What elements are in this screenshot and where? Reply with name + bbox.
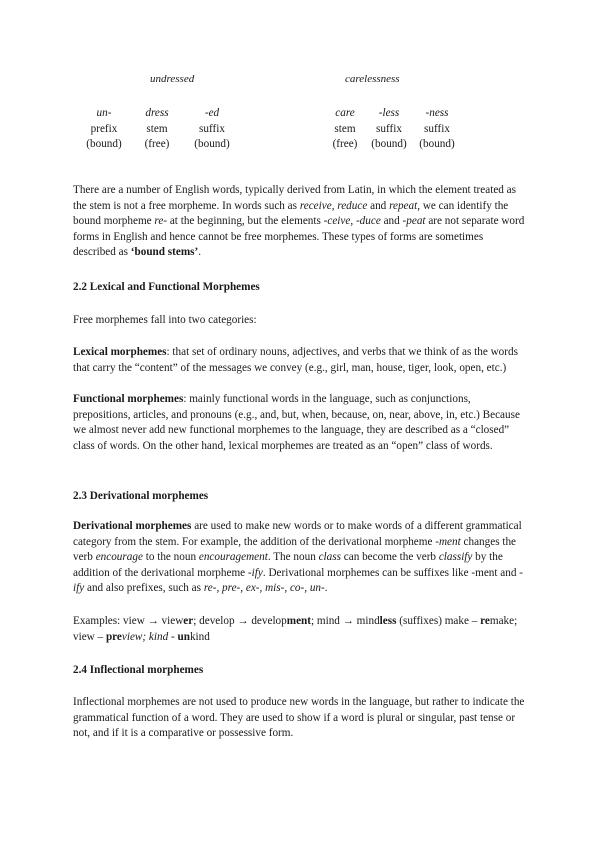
morpheme: un- [96,107,112,119]
derivational-examples: Examples: view → viewer; develop → development; mind → mindless (suffixes) make – remake; view – preview; kind - unkind [73,615,518,643]
morpheme: -ness [425,107,449,119]
morpheme: -ed [204,107,220,119]
morpheme-label: suffix [199,122,225,135]
derivational-morphemes-paragraph: Derivational morphemes are used to make new words or to make words of a different grammatical category from the stem. For example, the addition of the derivational morpheme -ment changes the verb encourage to the noun encouragement. The noun class can become the verb classify by the addition of the derivational morpheme -ify. Derivational morphemes can be suffixes like -ment and -ify and also prefixes, such as re-, pre-, ex-, mis-, co-, un-. [73,520,523,594]
section-heading-2-2: 2.2 Lexical and Functional Morphemes [73,281,260,293]
morpheme: care [335,107,355,119]
bound-stems-paragraph: There are a number of English words, typically derived from Latin, in which the element treated as the stem is not a free morpheme. In words such as receive, reduce and repeat, we can identify the bound morpheme re- at the beginning, but the elements -ceive, -duce and -peat are not separate word forms in English and hence cannot be free morphemes. These types of forms are sometimes described as ‘bound stems’. [73,184,525,258]
example-word-carelessness: carelessness [345,73,400,85]
morpheme: dress [145,107,169,119]
morpheme-label: suffix [376,122,402,135]
section-heading-2-4: 2.4 Inflectional morphemes [73,664,204,676]
inflectional-morphemes-paragraph: Inflectional morphemes are not used to produce new words in the language, but rather to indicate the grammatical function of a word. They are used to show if a word is plural or singular, past tense or not, and if it is a comparative or possessive form. [73,696,525,739]
morpheme-type: (free) [144,138,170,150]
free-morphemes-intro: Free morphemes fall into two categories: [73,314,257,326]
section-heading-2-3: 2.3 Derivational morphemes [73,490,209,502]
morpheme-type: (free) [332,138,358,150]
morpheme-type: (bound) [419,138,455,150]
morpheme-label: stem [334,122,356,135]
morpheme-breakdown-left [85,106,365,153]
morpheme-type: (bound) [371,138,407,150]
example-word-undressed: undressed [150,73,195,85]
morpheme-breakdown-right [327,106,600,153]
morpheme-label: prefix [90,122,118,135]
functional-morphemes-paragraph: Functional morphemes: mainly functional words in the language, such as conjunctions, prepositions, articles, and pronouns (e.g., and, but, when, because, on, near, above, in, etc.) Because we almost never add new functional morphemes to the language, they are described as a “closed” class of words. On the other hand, lexical morphemes are treated as an “open” class of words. [73,393,520,452]
morpheme-label: suffix [424,122,450,135]
morpheme: -less [378,107,400,119]
morpheme-type: (bound) [86,138,122,150]
morpheme-type: (bound) [194,138,230,150]
lexical-morphemes-paragraph: Lexical morphemes: that set of ordinary nouns, adjectives, and verbs that we think of as the words that carry the “content” of the messages we convey (e.g., girl, man, house, tiger, look, open, etc.) [73,346,518,374]
morpheme-label: stem [146,122,168,135]
